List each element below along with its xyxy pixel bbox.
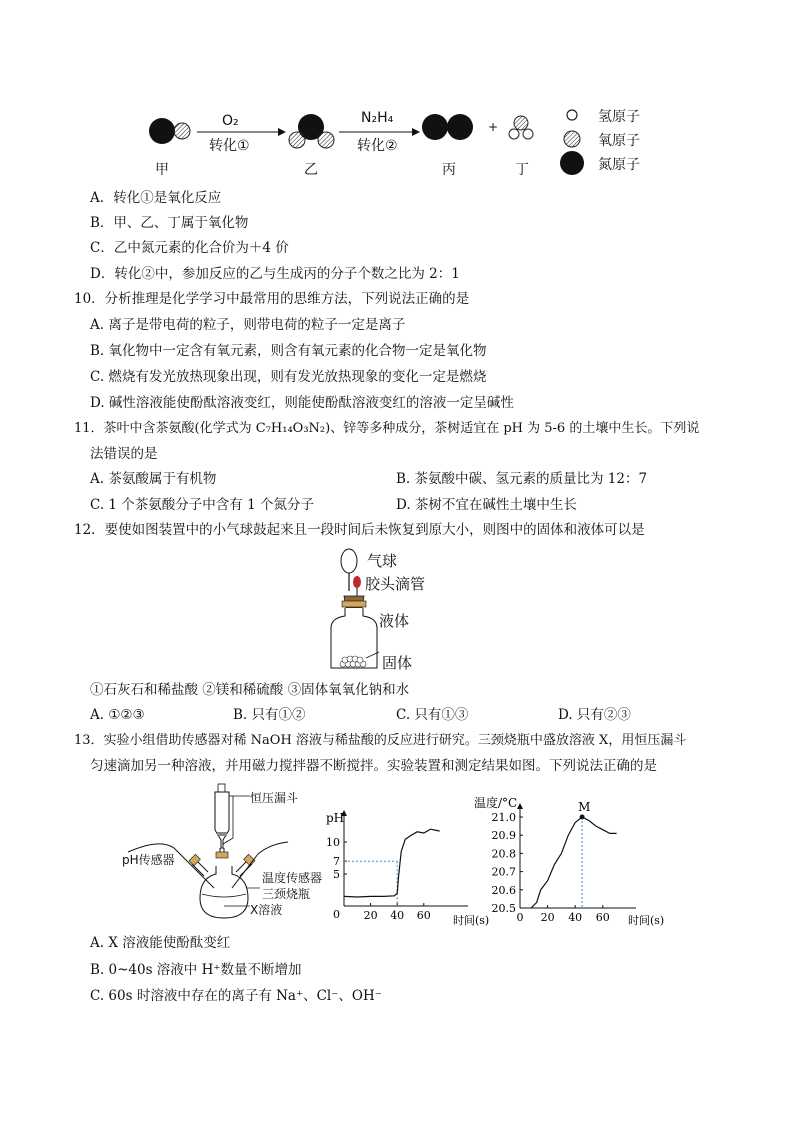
q12-option-a: A. ①②③ xyxy=(90,707,145,723)
q10-option-b: B. 氧化物中一定含有氧元素，则含有氧元素的化合物一定是氧化物 xyxy=(90,343,487,359)
q12-option-c: C. 只有①③ xyxy=(396,707,469,723)
nitrogen-atom-icon xyxy=(149,118,175,144)
y-tick-label: 5 xyxy=(333,868,340,881)
label-funnel: 恒压漏斗 xyxy=(250,791,299,805)
q11-option-b: B. 茶氨酸中碳、氢元素的质量比为 12：7 xyxy=(396,471,648,487)
label-liquid: 液体 xyxy=(379,612,410,630)
ph-series-line xyxy=(344,829,440,897)
label-bing: 丙 xyxy=(442,162,456,178)
x-tick-label: 60 xyxy=(595,911,610,924)
label-dropper: 胶头滴管 xyxy=(365,575,426,593)
y-axis-label: 温度/°C xyxy=(474,796,518,810)
q11-stem-line1: 11．茶叶中含茶氨酸(化学式为 C₇H₁₄O₃N₂)、锌等多种成分，茶树适宜在 pH 为 5-6 的土壤中生长。下列说 xyxy=(74,421,700,436)
q12-stem: 12．要使如图装置中的小气球鼓起来且一段时间后未恢复到原大小，则图中的固体和液体可以是 xyxy=(74,522,645,538)
ph-chart xyxy=(318,800,493,930)
q13-stem-line2: 匀速滴加另一种溶液，并用磁力搅拌器不断搅拌。实验装置和测定结果如图。下列说法正确的是 xyxy=(90,758,657,774)
q13-stem-line1: 13．实验小组借助传感器对稀 NaOH 溶液与稀盐酸的反应进行研究。三颈烧瓶中盛放溶液 X，用恒压漏斗 xyxy=(74,733,687,748)
y-tick-label: 20.9 xyxy=(491,829,516,843)
y-tick-label: 0 xyxy=(333,908,340,921)
balloon-icon xyxy=(341,549,357,573)
x-axis-label: 时间(s) xyxy=(628,914,665,927)
x-tick-label: 20 xyxy=(363,909,378,922)
arrow1-bottom-label: 转化① xyxy=(209,138,250,154)
y-tick-label: 7 xyxy=(333,855,340,869)
q10-stem: 10．分析推理是化学学习中最常用的思维方法，下列说法正确的是 xyxy=(74,291,470,307)
label-temp-sensor: 温度传感器 xyxy=(262,871,323,885)
temperature-series-line xyxy=(531,817,617,908)
arrow1-top-label: O₂ xyxy=(222,113,239,129)
q11-option-d: D. 茶树不宜在碱性土壤中生长 xyxy=(396,497,577,513)
q13-option-b: B. 0~40s 溶液中 H⁺数量不断增加 xyxy=(90,962,302,978)
point-m-marker xyxy=(580,815,585,820)
oxygen-legend-icon xyxy=(564,131,580,147)
label-jia: 甲 xyxy=(155,162,169,178)
q11-option-c: C. 1 个茶氨酸分子中含有 1 个氮分子 xyxy=(90,497,314,513)
x-tick-label: 20 xyxy=(540,911,555,924)
label-ph-sensor: pH传感器 xyxy=(122,853,175,867)
label-balloon: 气球 xyxy=(367,552,398,570)
x-tick-label: 40 xyxy=(390,909,405,922)
x-tick-label: 60 xyxy=(416,909,431,922)
y-tick-label: 10 xyxy=(326,836,340,849)
legend-hydrogen: 氢原子 xyxy=(598,109,640,125)
solid-particles-icon xyxy=(340,656,366,667)
x-tick-label: 0 xyxy=(516,911,524,924)
nitrogen-legend-icon xyxy=(560,151,584,175)
x-tick-label: 40 xyxy=(568,911,583,924)
oxygen-atom-icon xyxy=(174,123,190,139)
q12-option-b: B. 只有①② xyxy=(233,707,306,723)
arrow2-bottom-label: 转化② xyxy=(357,138,398,154)
y-axis-arrow-icon xyxy=(517,803,523,809)
q10-option-a: A. 离子是带电荷的粒子，则带电荷的粒子一定是离子 xyxy=(90,317,406,333)
y-tick-label: 20.5 xyxy=(491,902,516,915)
label-x-solution: X溶液 xyxy=(250,903,283,917)
hydrogen-legend-icon xyxy=(567,110,577,120)
legend-nitrogen: 氮原子 xyxy=(598,157,640,173)
label-ding: 丁 xyxy=(515,162,529,178)
x-axis-label: 时间(s) xyxy=(453,914,490,927)
q11-stem-line2: 法错误的是 xyxy=(90,446,158,462)
y-tick-label: 20.6 xyxy=(491,883,516,897)
q9-option-b: B．甲、乙、丁属于氧化物 xyxy=(90,215,249,231)
pressure-funnel-icon xyxy=(215,792,229,848)
plus-sign: + xyxy=(488,120,499,134)
q9-option-a: A．转化①是氧化反应 xyxy=(90,190,222,206)
q10-option-c: C. 燃烧有发光放热现象出现，则有发光放热现象的变化一定是燃烧 xyxy=(90,369,487,385)
q11-option-a: A. 茶氨酸属于有机物 xyxy=(90,471,217,487)
legend-oxygen: 氧原子 xyxy=(598,133,640,149)
q13-option-a: A. X 溶液能使酚酞变红 xyxy=(90,935,231,951)
q9-option-d: D．转化②中，参加反应的乙与生成丙的分子个数之比为 2：1 xyxy=(90,266,460,282)
q9-option-c: C．乙中氮元素的化合价为＋4 价 xyxy=(90,240,289,256)
y-tick-label: 20.8 xyxy=(491,847,516,861)
y-axis-label: pH xyxy=(326,811,345,825)
label-solid: 固体 xyxy=(382,654,413,672)
q10-option-d: D. 碱性溶液能使酚酞溶液变红，则能使酚酞溶液变红的溶液一定呈碱性 xyxy=(90,395,514,411)
dropper-bulb-icon xyxy=(353,576,361,588)
q12-choices: ①石灰石和稀盐酸 ②镁和稀硫酸 ③固体氧氧化钠和水 xyxy=(90,682,410,698)
q13-option-c: C. 60s 时溶液中存在的离子有 Na⁺、Cl⁻、OH⁻ xyxy=(90,988,382,1004)
q12-option-d: D. 只有②③ xyxy=(558,707,631,723)
label-flask: 三颈烧瓶 xyxy=(262,887,311,901)
temperature-chart xyxy=(468,793,678,930)
y-tick-label: 20.7 xyxy=(491,865,516,879)
y-tick-label: 21.0 xyxy=(491,811,516,824)
label-yi: 乙 xyxy=(304,162,318,178)
point-m-label: M xyxy=(578,800,591,814)
arrow2-top-label: N₂H₄ xyxy=(361,110,394,126)
